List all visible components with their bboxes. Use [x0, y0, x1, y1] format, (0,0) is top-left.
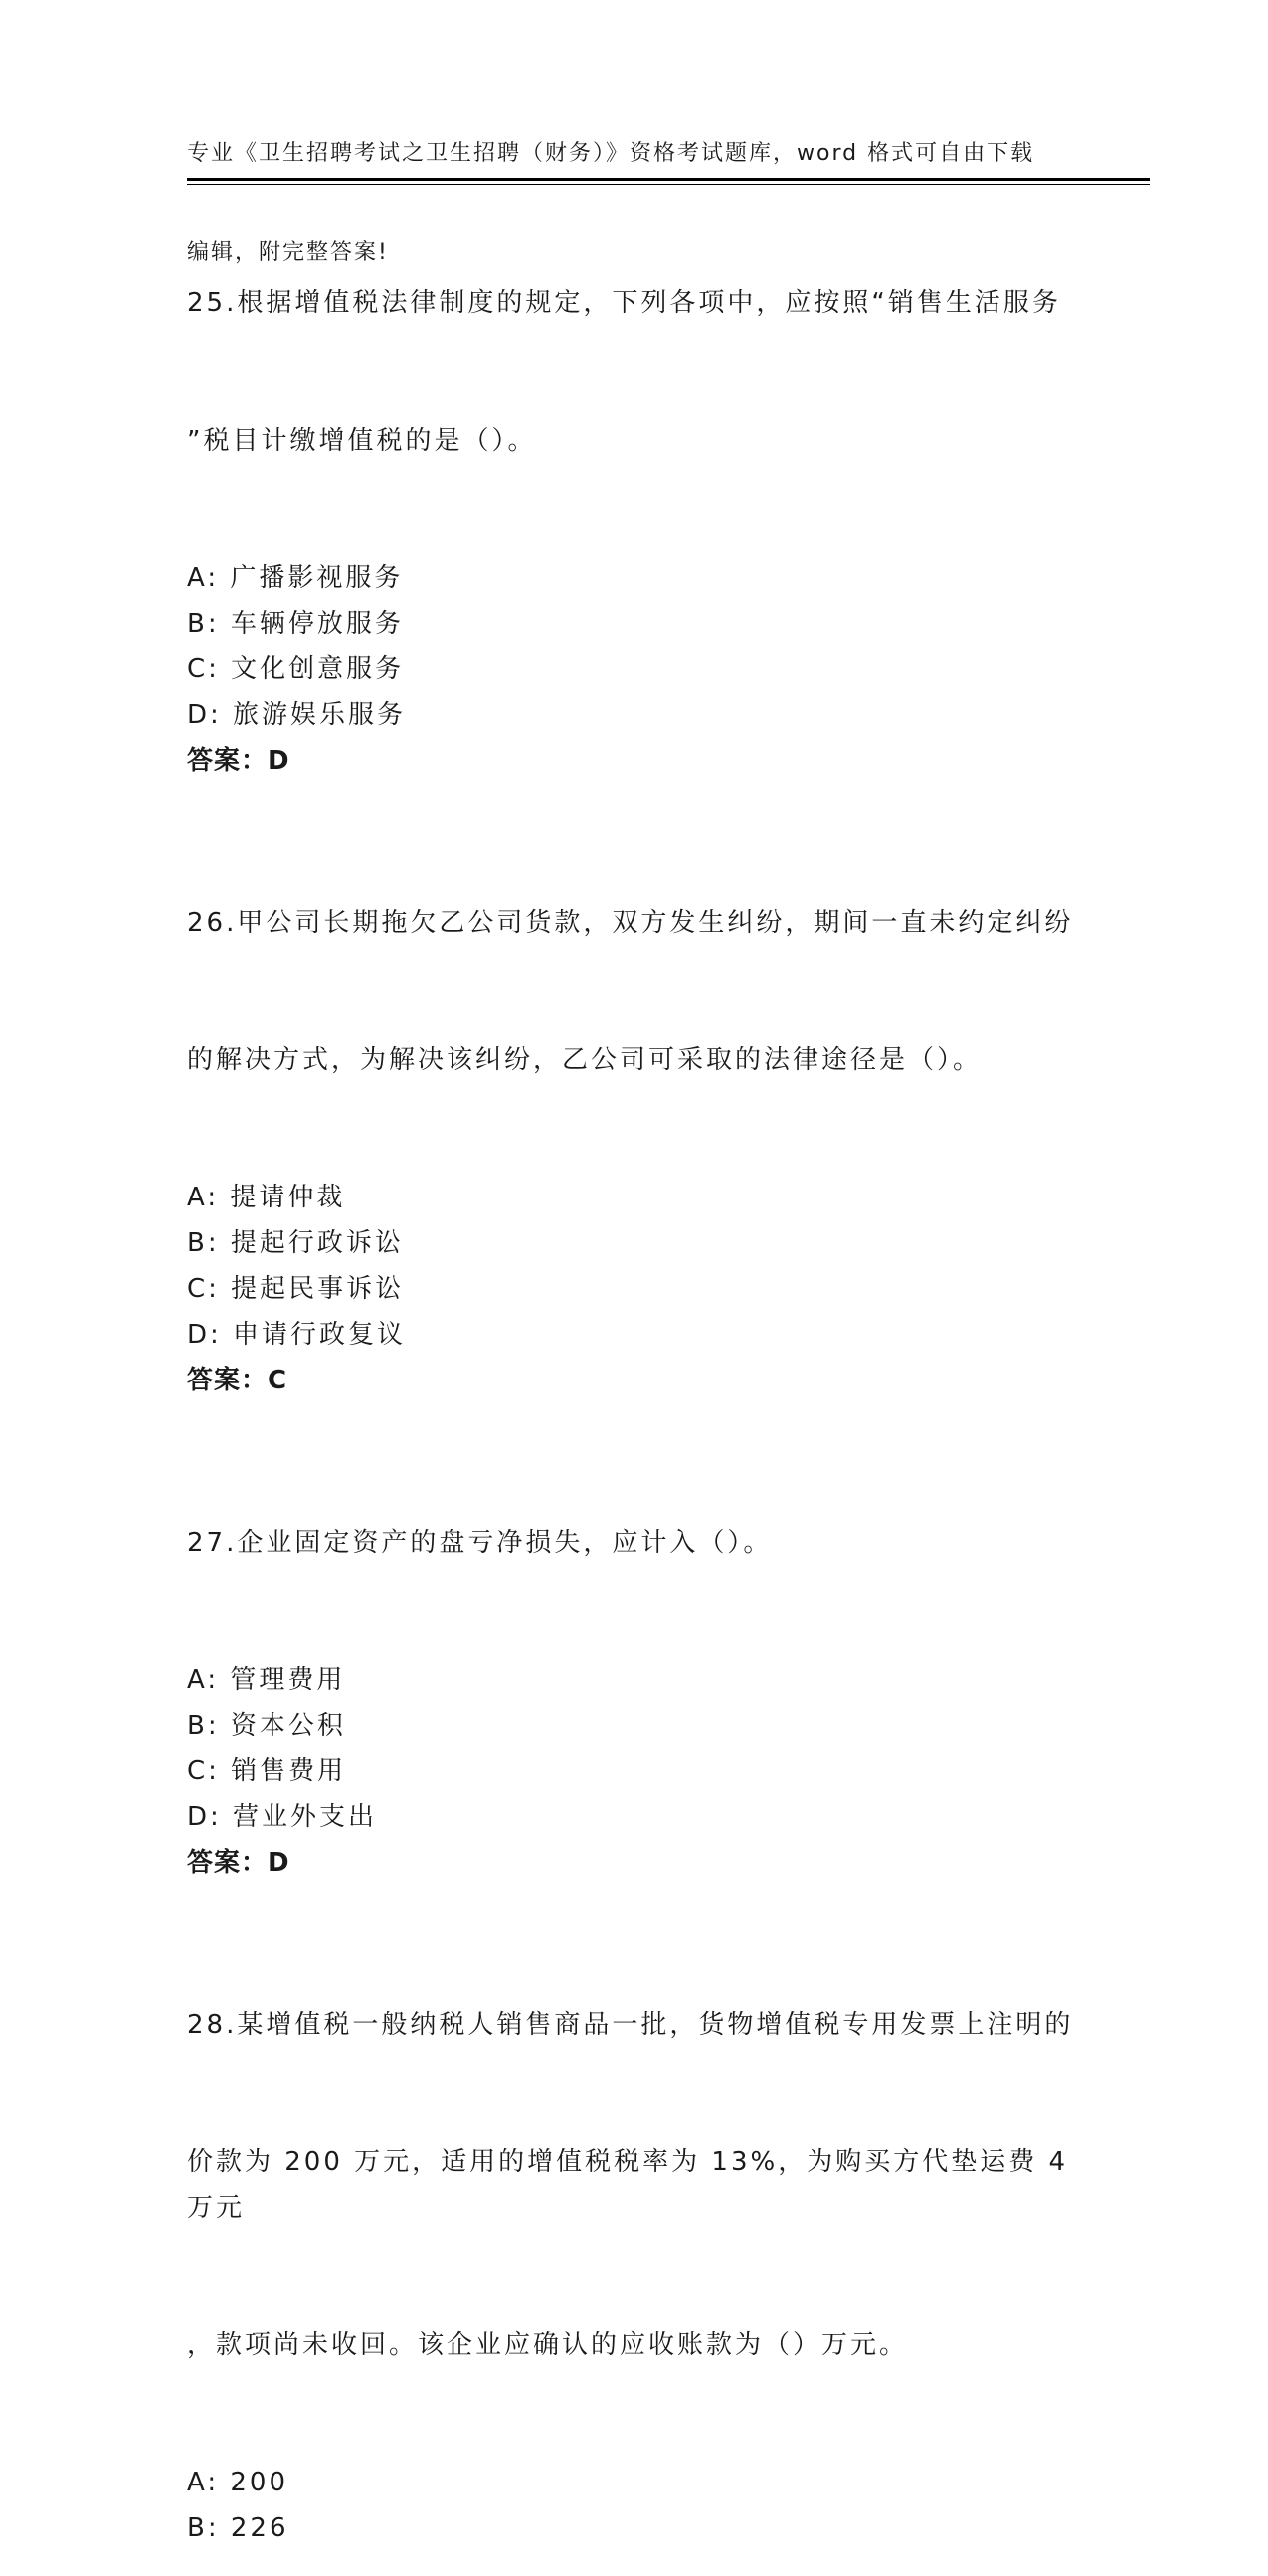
stem-line: 25.根据增值税法律制度的规定，下列各项中，应按照“销售生活服务	[187, 288, 1061, 318]
option-a: A: 广播影视服务	[187, 563, 404, 593]
stem-line: ，款项尚未收回。该企业应确认的应收账款为（）万元。	[187, 2330, 909, 2360]
question-list	[187, 189, 1082, 2576]
option-c: C: 销售费用	[187, 1756, 347, 1786]
option-d: D: 旅游娱乐服务	[187, 700, 407, 730]
question-25	[187, 189, 1082, 784]
stem-line: 26.甲公司长期拖欠乙公司货款，双方发生纠纷，期间一直未约定纠纷	[187, 908, 1074, 938]
option-b: B: 资本公积	[187, 1711, 346, 1741]
stem-line: ”税目计缴增值税的是（）。	[187, 426, 537, 456]
header-divider-thin	[187, 184, 1150, 185]
answer: 答案：C	[187, 1366, 288, 1395]
question-26	[187, 809, 1082, 1403]
question-stem	[187, 1911, 1082, 2460]
option-a: A: 200	[187, 2468, 288, 2497]
option-c: C: 提起民事诉讼	[187, 1274, 405, 1304]
option-d: D: 申请行政复议	[187, 1320, 407, 1350]
stem-line: 28.某增值税一般纳税人销售商品一批，货物增值税专用发票上注明的	[187, 2010, 1074, 2040]
question-28	[187, 1911, 1082, 2551]
answer: 答案：D	[187, 746, 290, 776]
question-stem	[187, 1428, 1082, 1657]
header-divider-thick	[187, 178, 1150, 181]
stem-line: 27.企业固定资产的盘亏净损失，应计入（）。	[187, 1528, 773, 1558]
option-a: A: 提请仲裁	[187, 1183, 346, 1212]
option-d: D: 营业外支出	[187, 1802, 378, 1832]
header-line-1: 专业《卫生招聘考试之卫生招聘（财务）》资格考试题库，word 格式可自由下载	[187, 141, 1035, 166]
option-a: A: 管理费用	[187, 1665, 346, 1695]
header-line-2: 编辑，附完整答案!	[187, 240, 389, 265]
answer: 答案：D	[187, 1848, 290, 1878]
option-b: B: 车辆停放服务	[187, 609, 404, 639]
option-b: B: 226	[187, 2513, 289, 2543]
stem-line: 的解决方式，为解决该纠纷，乙公司可采取的法律途径是（）。	[187, 1045, 983, 1075]
option-c: C: 文化创意服务	[187, 654, 405, 684]
question-27	[187, 1428, 1082, 1886]
stem-line: 价款为 200 万元，适用的增值税税率为 13%，为购买方代垫运费 4 万元	[187, 2147, 1080, 2223]
question-stem	[187, 189, 1082, 555]
option-b: B: 提起行政诉讼	[187, 1228, 404, 1258]
question-stem	[187, 809, 1082, 1175]
